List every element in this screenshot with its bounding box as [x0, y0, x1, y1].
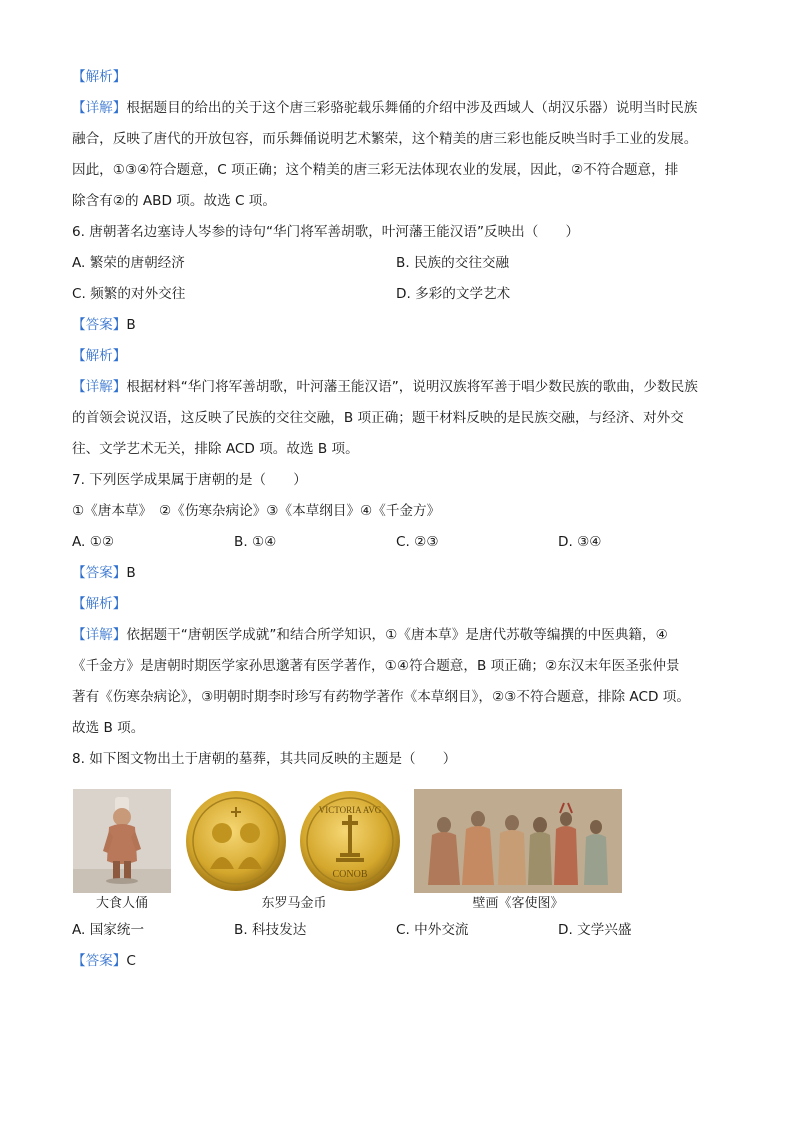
detail-line: 往、文学艺术无关，排除 ACD 项。故选 B 项。 [72, 441, 359, 457]
detail-line: 【详解】根据材料“华门将军善胡歌，叶河藩王能汉语”，说明汉族将军善于唱少数民族的歌曲，少数民族 [72, 379, 698, 395]
figure-mural [414, 789, 622, 915]
question-6-stem: 6. 唐朝著名边塞诗人岑参的诗句“华门将军善胡歌，叶河藩王能汉语”反映出（ ） [72, 224, 580, 240]
analysis-heading: 【解析】 [72, 69, 127, 85]
answer-line: 【答案】B [72, 317, 136, 333]
question-8-stem: 8. 如下图文物出土于唐朝的墓葬，其共同反映的主题是（ ） [72, 751, 457, 767]
detail-line: 【详解】依据题干“唐朝医学成就”和结合所学知识，①《唐本草》是唐代苏敬等编撰的中医典籍，④ [72, 627, 668, 643]
figure-figurine [72, 789, 172, 915]
detail-line: 除含有②的 ABD 项。故选 C 项。 [72, 193, 276, 209]
option-b[interactable]: B. 民族的交往交融 [396, 255, 510, 271]
answer-line: 【答案】B [72, 565, 136, 581]
exam-page [72, 62, 722, 977]
question-6-options-row [72, 248, 722, 279]
figure-caption: 东罗马金币 [261, 896, 327, 911]
figurine-image [73, 789, 171, 893]
detail-line: 【详解】根据题目的给出的关于这个唐三彩骆驼载乐舞俑的介绍中涉及西域人（胡汉乐器）说明当时民族 [72, 100, 698, 116]
coin-legend: VICTORIA AVG [318, 805, 382, 815]
figure-coins [178, 789, 410, 915]
option-c[interactable]: C. 中外交流 [396, 922, 469, 938]
option-c[interactable]: C. ②③ [396, 534, 439, 550]
figure-caption: 大食人俑 [95, 896, 148, 911]
mural-image [414, 789, 622, 893]
question-7-items: ①《唐本草》 ②《伤寒杂病论》③《本草纲目》④《千金方》 [72, 503, 441, 519]
option-a[interactable]: A. ①② [72, 534, 115, 550]
option-b[interactable]: B. ①④ [234, 534, 277, 550]
detail-line: 因此，①③④符合题意，C 项正确；这个精美的唐三彩无法体现农业的发展，因此，②不符合题意，排 [72, 162, 679, 178]
coin-exergue: CONOB [332, 869, 368, 880]
detail-line: 的首领会说汉语，这反映了民族的交往交融，B 项正确；题干材料反映的是民族交融，与经济、对外交 [72, 410, 684, 426]
question-6-options-row [72, 279, 722, 310]
question-8-options-row [72, 915, 722, 946]
detail-line: 故选 B 项。 [72, 720, 145, 736]
analysis-heading: 【解析】 [72, 596, 127, 612]
option-d[interactable]: D. 多彩的文学艺术 [396, 286, 511, 302]
question-8-figures [72, 779, 722, 915]
question-7-stem: 7. 下列医学成果属于唐朝的是（ ） [72, 472, 307, 488]
figure-caption: 壁画《客使图》 [472, 896, 564, 911]
question-7-options-row [72, 527, 722, 558]
option-b[interactable]: B. 科技发达 [234, 922, 307, 938]
answer-line: 【答案】C [72, 953, 136, 969]
option-c[interactable]: C. 频繁的对外交往 [72, 286, 186, 302]
option-d[interactable]: D. ③④ [558, 534, 602, 550]
option-a[interactable]: A. 国家统一 [72, 922, 145, 938]
detail-line: 著有《伤寒杂病论》，③明朝时期李时珍写有药物学著作《本草纲目》，②③不符合题意，排除 ACD 项。 [72, 689, 690, 705]
detail-line: 《千金方》是唐朝时期医学家孙思邈著有医学著作，①④符合题意，B 项正确；②东汉末年医圣张仲景 [72, 658, 680, 674]
detail-line: 融合，反映了唐代的开放包容，而乐舞俑说明艺术繁荣，这个精美的唐三彩也能反映当时手工业的发展。 [72, 131, 698, 147]
option-d[interactable]: D. 文学兴盛 [558, 922, 632, 938]
analysis-heading: 【解析】 [72, 348, 127, 364]
option-a[interactable]: A. 繁荣的唐朝经济 [72, 255, 185, 271]
gold-coins-image [178, 789, 410, 893]
